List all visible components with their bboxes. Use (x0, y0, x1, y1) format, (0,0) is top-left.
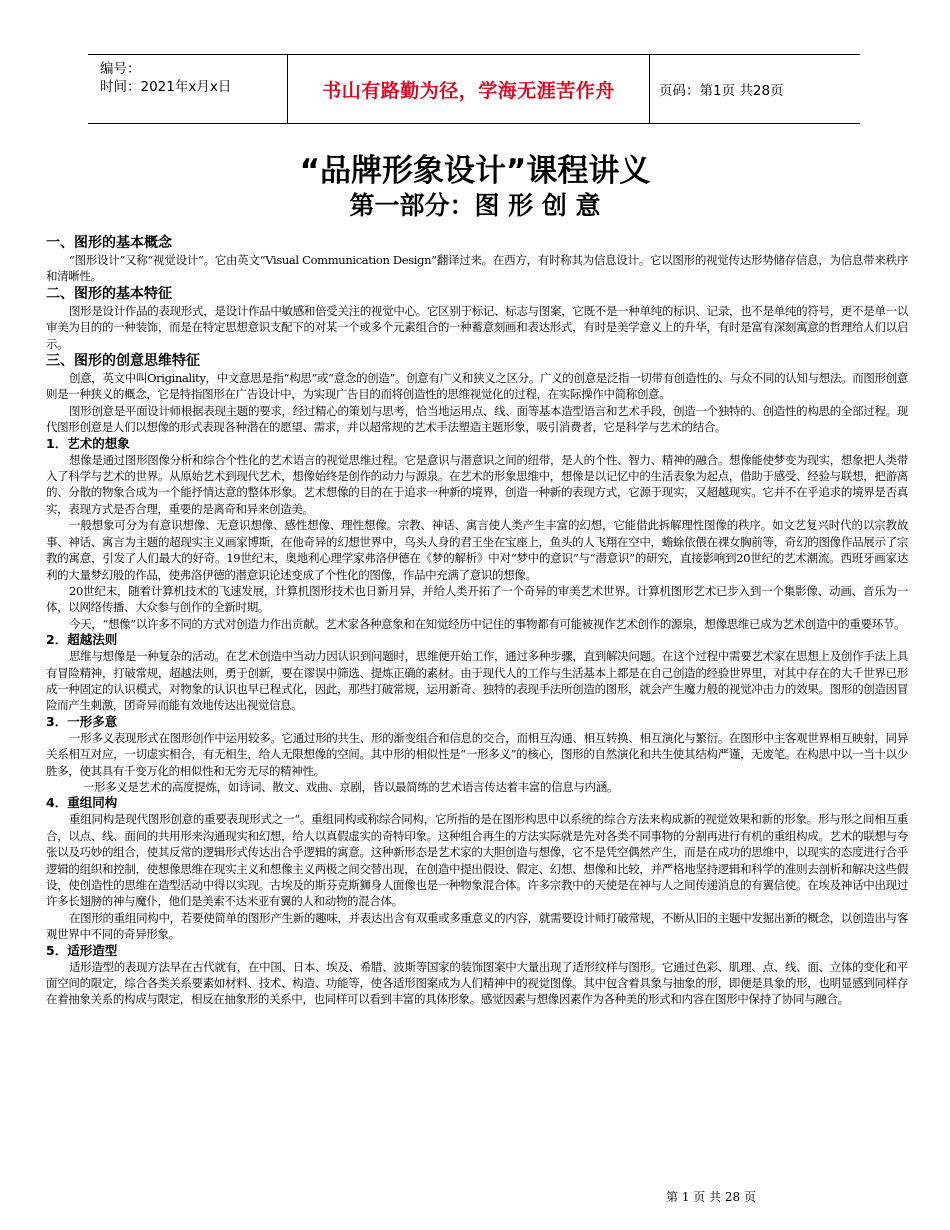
paragraph: 今天，“想像”以许多不同的方式对创造力作出贡献。艺术家各种意象和在知觉经历中记住的事物都有可能被视作艺术创作的源泉，想像思维已成为艺术创造中的重要环节。 (69, 616, 906, 631)
section-heading-2: 二、图形的基本特征 (46, 285, 172, 302)
paragraph: 创意，英文中叫Originality，中文意思是指“构思”或“意念的创造”。创意有广义和狭义之区分。广义的创意是泛指一切带有创造性的、与众不同的认知与想法。而图形创意则是一种狭义的概念，它是特指图形在广告设计中，为实现广告目的而将创造性的思维视觉化的过程，在实际操作中简称创意。 (46, 371, 908, 402)
paragraph: 重组同构是现代图形创意的重要表现形式之一“。重组同构或称综合同构，它所指的是在图形构思中以系统的综合方法来构成新的视觉效果和新的形象。形与形之间相互重合，以点、线、面间的共用形来沟通现实和幻想，给人以真假虚实的奇特印象。这种组合再生的方法实际就是先对各类不同事物的分割再进行有机的重组构成。艺术的联想与夸张以及巧妙的组合，使其反常的逻辑形式传达出合乎逻辑的寓意。这种新形态是艺术家的大胆创造与想像，它不是凭空偶然产生，而是在成功的思维中，以现实的态度进行合乎逻辑的组织和控制，使想像思维在现实主义和想像主义两极之间交替出现，在创造中提出假设、假定、幻想、想像和比较，并严格地坚持逻辑和科学的准则去剖析和解决这些假设，使创造性的思维在造型活动中得以实现。古埃及的斯芬克斯狮身人面像也是一种物象混合体。许多宗教中的天使是在神与人之间传递消息的有翼信使。在埃及神话中出现过许多长翅膀的神与魔仆，他们是美索不达米亚有翼的人和动物的混合体。 (46, 812, 908, 909)
subsection-heading-3: 3．一形多意 (46, 713, 118, 729)
page-footer: 第 1 页 共 28 页 (666, 1190, 756, 1204)
paragraph: 在图形的重组同构中，若要使简单的图形产生新的趣味，并表达出含有双重或多重意义的内容，就需要设计师打破常规，不断从旧的主题中发掘出新的概念，以创造出与客观世界中不同的奇异形象。 (46, 910, 908, 942)
paragraph: 20世纪末，随着计算机技术的飞速发展，计算机图形技术也日新月异，并给人类开拓了一个奇异的审美艺术世界。计算机图形艺术已步入到一个集影像、动画、音乐为一体，以网络传播、大众参与创作的全新时期。 (46, 583, 908, 615)
subsection-heading-1: 1．艺术的想象 (46, 435, 130, 451)
paragraph: 一形多义是艺术的高度提炼，如诗词、散文、戏曲、京剧，皆以最简练的艺术语言传达着丰富的信息与内涵。 (82, 779, 618, 794)
document-header (88, 54, 860, 124)
paragraph: 思维与想像是一种复杂的活动。在艺术创造中当动力因认识到问题时，思维便开始工作，通过多种步骤，直到解决问题。在这个过程中需要艺术家在思想上及创作手法上具有冒险精神，打破常规，超越法则，勇于创新，要在谬误中筛选、提炼正确的素材。由于现代人的工作与生活基本上都是在自己创造的经验世界里，对其中存在的大千世界已形成一种固定的认识模式，对物象的认识也早已程式化，因此，那些打破常规，运用新奇、独特的表现手法所创造的图形，就会产生魔力般的视觉冲击力的效果。图形的创造因冒险而产生刺激，团奇异而能有效地传达出视觉信息。 (46, 649, 908, 713)
section-heading-1: 一、图形的基本概念 (46, 235, 172, 251)
subsection-heading-5: 5．适形造型 (46, 942, 118, 958)
paragraph: 图形是设计作品的表现形式，是设计作品中敏感和倍受关注的视觉中心。它区别于标记、标志与图案，它既不是一种单纯的标识、记录，也不是单纯的符号，更不是单一以审美为目的的一种装饰，而是在特定思想意识支配下的对某一个或多个元素组合的一种蓄意刻画和表达形式，有时是美学意义上的升华，有时是富有深刻寓意的哲理给人们以启示。 (46, 303, 908, 351)
paragraph: 一般想象可分为有意识想像、无意识想像、感性想像、理性想像。宗教、神话、寓言使人类产生丰富的幻想，它能借此拆解理性图像的秩序。如文艺复兴时代的以宗教故事、神话、寓言为主题的超现实主义画家博斯，在他奇异的幻想世界中，鸟头人身的君王坐在宝座上，鱼头的人飞翔在空中，蟾蜍依偎在裸女胸前等，奇幻的图像作品展示了宗教的寓意，引发了人们最大的好奇。19世纪末，奥地利心理学家弗洛伊德在《梦的解析》中对“梦中的意识”与“潜意识”的研究，直接影响到20世纪的艺术潮流。西班牙画家达利的大量梦幻般的作品，使弗洛伊德的潜意识论述变成了个性化的图像，作品中充满了意识的想像。 (46, 518, 908, 582)
paragraph: 一形多义表现形式在图形创作中运用较多。它通过形的共生、形的渐变组合和信息的交合，而相互沟通、相互转换、相互演化与繁衍。在图形中主客观世界相互映射，同异关系相互对应，一切虚实相合，有无相生，给人无限想像的空间。其中形的相似性是“一形多义”的核心，图形的自然演化和共生使其结构严谨，无废笔。在构思中以一当十以少胜多，使其具有千变万化的相似性和无穷无尽的精神性。 (46, 730, 908, 778)
subsection-heading-2: 2．超越法则 (46, 632, 118, 648)
section-heading-3: 三、图形的创意思维特征 (46, 353, 200, 370)
time-label: 时间：2021年x月x日 (100, 79, 232, 95)
subsection-heading-4: 4．重组同构 (46, 795, 118, 811)
paragraph: 适形造型的表现方法早在古代就有，在中国、日本、埃及、希腊、波斯等国家的装饰图案中大量出现了适形纹样与图形。它通过色彩、肌理、点、线、面、立体的变化和平面空间的限定，综合各类关系要素如材料、技术、构造、功能等，使各适形图案成为人们精神中的视觉图像。其中包含着具象与抽象的形，即便是具象的形，也明显感到同样存在着抽象关系的构成与限定，相反在抽象形的关系中，也同样可以看到丰富的具体形象。感觉因素与想像因素作为各种美的形式和内容在图形中保持了协同与融合。 (46, 959, 908, 1007)
header-page-label: 页码：第1页 共28页 (659, 83, 784, 99)
document-body (46, 234, 908, 1008)
paragraph: 图形创意是平面设计师根据表现主题的要求，经过精心的策划与思考，恰当地运用点、线、面等基本造型语言和艺术手段，创造一个独特的、创造性的构思的全部过程。现代图形创意是人们以想像的形式表现各种潜在的愿望、需求，并以超常规的艺术手法塑造主题形象，吸引消费者，它是科学与艺术的结合。 (46, 403, 908, 435)
paragraph: 想像是通过图形图像分析和综合个性化的艺术语言的视觉思维过程。它是意识与潜意识之间的纽带，是人的个性、智力、精神的融合。想像能使梦变为现实，想象把人类带入了科学与艺术的世界。从原始艺术到现代艺术，想像始终是创作的动力与源泉。在艺术的形象思维中，想像是以记忆中的生活表象为起点，借助于感受、经验与联想，把游离的、分散的物象合成为一个能抒情达意的整体形象。艺术想像的目的在于追求一种新的境界，创造一种新的表现方式，它源于现实，又超越现实。它并不在乎追求的境界是否真实，表现方式是否合理，重要的是离奇和异来创造美。 (46, 452, 908, 516)
number-label: 编号： (100, 61, 141, 77)
header-meta (88, 55, 287, 123)
document-subtitle: 第一部分：图 形 创 意 (349, 191, 601, 220)
document-title: “品牌形象设计”课程讲义 (299, 153, 651, 189)
paragraph: “图形设计”又称“视觉设计”。它由英文“Visual Communication Design”翻译过来。在西方，有时称其为信息设计。它以图形的视觉传达形势储存信息，为信息带来秩序和清晰性。 (46, 253, 908, 284)
header-motto: 书山有路勤为径，学海无涯苦作舟 (287, 55, 650, 123)
